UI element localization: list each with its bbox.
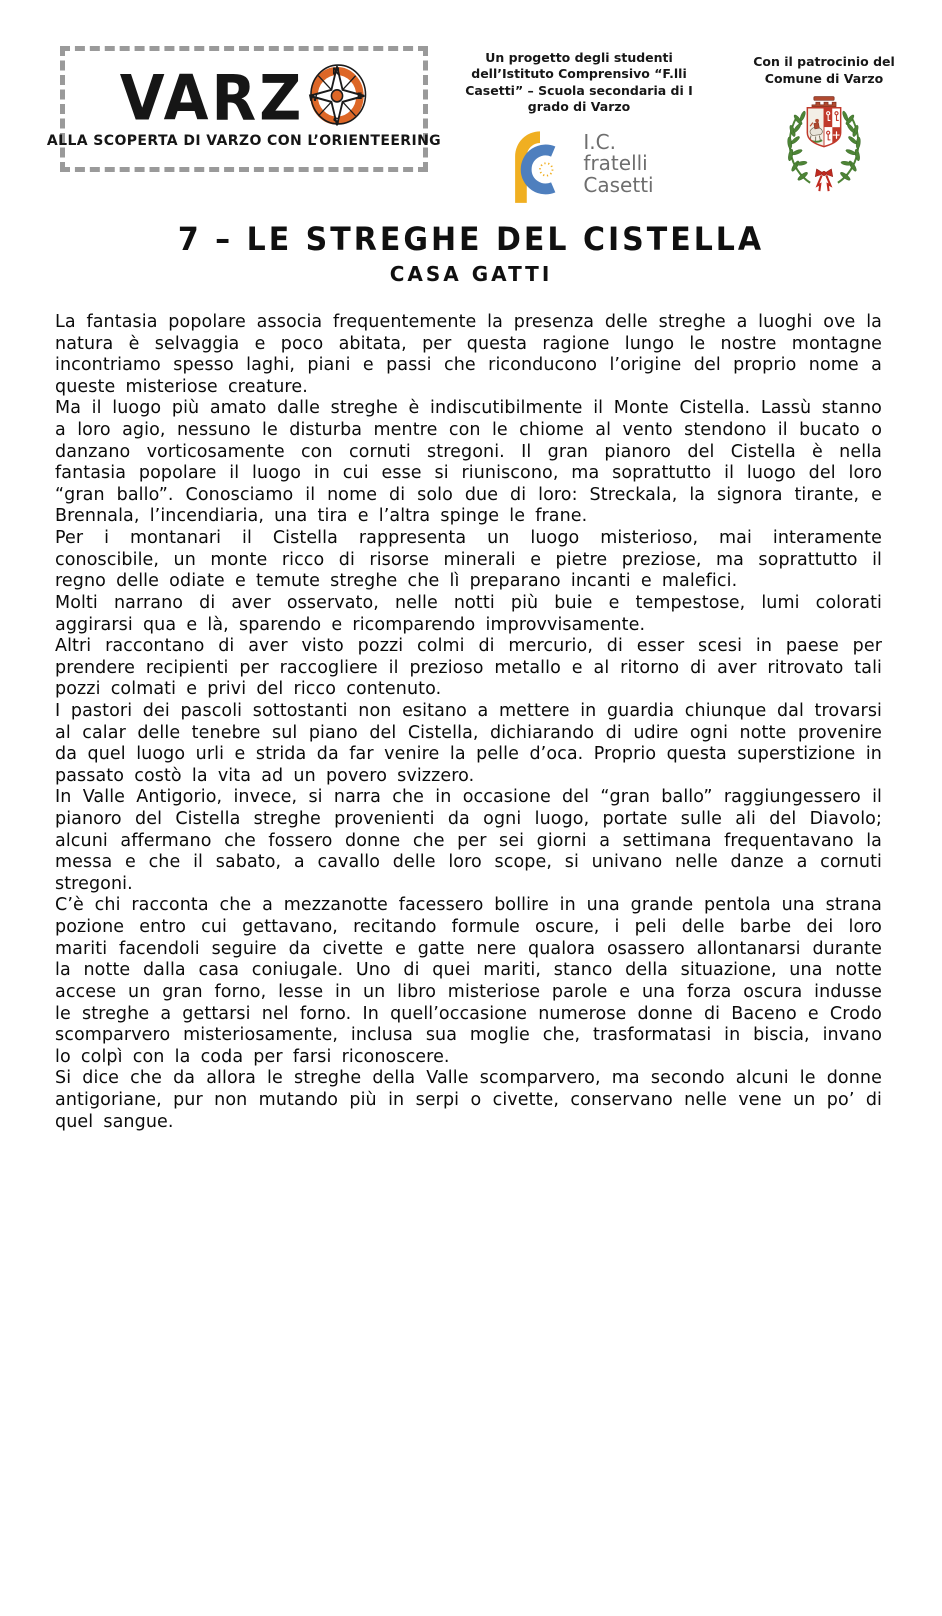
page-title: 7 – LE STREGHE DEL CISTELLA [177, 220, 765, 259]
svg-text:E: E [357, 90, 365, 102]
patronage-note: Con il patrocinio del Comune di Varzo [753, 54, 895, 86]
varzo-wordmark-text: VARZ [119, 61, 305, 135]
paragraph: Si dice che da allora le streghe della Valle scomparvero, ma secondo alcuni le donne antigoriane, pur non mutando più in serpi o civette, conservano nelle vene un po’ di quel sangue. [55, 1068, 882, 1132]
school-logo-line1: I.C. [583, 130, 616, 155]
school-column [450, 46, 708, 206]
paragraph: C’è chi racconta che a mezzanotte facessero bollire in una grande pentola una strana pozione entro cui gettavano, recitando formule oscure, i peli delle barbe dei loro mariti facendoli seguire da civette e gatte nere qualora osassero allontanarsi durante la notte dalla casa coniugale. Uno di quei mariti, stanco della situazione, una notte accese un gran forno, lesse in un libro misteriose parole e una forza oscura indusse le streghe a gettarsi nel forno. In quell’occasione numerose donne di Baceno e Crodo scomparvero misteriosamente, inclusa sua moglie che, trasformatasi in biscia, invano lo colpì con la coda per farsi riconoscere. [55, 895, 882, 1067]
story-text [55, 312, 882, 1133]
school-logo-text [583, 132, 653, 196]
paragraph: La fantasia popolare associa frequentemente la presenza delle streghe a luoghi ove la natura è selvaggia e poco abitata, per questa ragione lungo le nostre montagne incontriamo spesso laghi, piani e passi che riconducono l’origine del proprio nome a queste misteriose creature. [55, 312, 882, 397]
varzo-tagline: ALLA SCOPERTA DI VARZO CON L’ORIENTEERING [46, 133, 442, 149]
paragraph: Altri raccontano di aver visto pozzi colmi di mercurio, di esser scesi in paese per prendere recipienti per raccogliere il prezioso metallo e al ritorno di aver ritrovato tali pozzi colmati e privi del ricco contenuto. [55, 636, 882, 700]
page-subtitle: CASA GATTI [389, 262, 553, 286]
page-header [0, 0, 942, 206]
compass-rose-icon [306, 62, 368, 129]
patronage-column [730, 46, 918, 196]
fc-monogram-icon [504, 122, 576, 206]
school-logo-line3: Casetti [583, 172, 654, 197]
svg-text:W: W [308, 92, 320, 104]
ribbon-bow [815, 169, 833, 191]
varzo-logo-box [46, 46, 442, 172]
svg-text:S: S [333, 116, 342, 128]
paragraph: I pastori dei pascoli sottostanti non esitano a mettere in guardia chiunque dal trovarsi al calar delle tenebre sul piano del Cistella, dichiarando di udire ogni notte provenire da quel luogo urli e strida da far venire la pelle d’oca. Proprio questa superstizione in passato costò la vita ad un povero svizzero. [55, 700, 882, 786]
project-note: Un progetto degli studenti dell’Istituto Comprensivo “F.lli Casetti” – Scuola secondaria di I grado di Varzo [465, 50, 693, 114]
school-logo [450, 122, 708, 206]
svg-text:N: N [332, 66, 343, 78]
crown [812, 96, 836, 106]
school-logo-line2: fratelli [583, 151, 648, 176]
varzo-wordmark [119, 61, 369, 135]
paragraph: Per i montanari il Cistella rappresenta un luogo misterioso, mai interamente conoscibile, un monte ricco di risorse minerali e pietre preziose, ma soprattutto il regno delle odiate e temute streghe che lì preparano incanti e malefici. [55, 528, 882, 592]
paragraph: In Valle Antigorio, invece, si narra che in occasione del “gran ballo” raggiungessero il pianoro del Cistella streghe provenienti da ogni luogo, portate sulle ali del Diavolo; alcuni affermano che fossero donne che per sei giorni a settimana frequentavano la messa e che il sabato, a cavallo delle loro scope, si univano nelle danze a cornuti stregoni. [55, 787, 882, 894]
paragraph: Molti narrano di aver osservato, nelle notti più buie e tempestose, lumi colorati aggirarsi qua e là, sparendo e ricomparendo improvvisamente. [55, 592, 882, 635]
varzo-coat-of-arms-icon [772, 92, 876, 192]
paragraph: Ma il luogo più amato dalle streghe è indiscutibilmente il Monte Cistella. Lassù stanno a loro agio, nessuno le disturba mentre con le chiome al vento stendono il bucato o danzano vorticosamente con cornuti stregoni. Il gran pianoro del Cistella è nella fantasia popolare il luogo in cui esse si riuniscono, ma soprattutto il luogo del loro “gran ballo”. Conosciamo il nome di solo due di loro: Streckala, la signora tirante, e Brennala, l’incendiaria, una tira e l’altra spinge le frane. [55, 398, 882, 527]
